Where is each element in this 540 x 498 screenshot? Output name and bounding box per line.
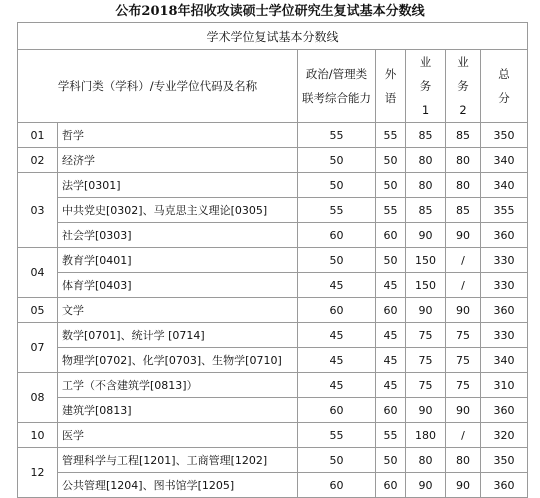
total-score: 360	[481, 223, 528, 248]
foreign-score: 60	[376, 223, 406, 248]
course2-score: /	[446, 248, 481, 273]
foreign-score: 45	[376, 373, 406, 398]
total-score: 320	[481, 423, 528, 448]
page-title: 公布2018年招收攻读硕士学位研究生复试基本分数线	[115, 4, 425, 19]
course1-score: 75	[406, 348, 446, 373]
total-score: 330	[481, 248, 528, 273]
foreign-score: 55	[376, 423, 406, 448]
course2-score: 75	[446, 373, 481, 398]
header-course2	[446, 50, 481, 123]
table-row	[18, 298, 528, 323]
table-row	[18, 473, 528, 498]
table-row	[18, 123, 528, 148]
politics-score: 60	[298, 473, 376, 498]
politics-score: 50	[298, 248, 376, 273]
course2-score: 80	[446, 148, 481, 173]
discipline-code: 08	[18, 373, 58, 423]
subject-name: 体育学[0403]	[58, 273, 298, 298]
foreign-score: 50	[376, 148, 406, 173]
course2-score: 75	[446, 323, 481, 348]
table-row	[18, 323, 528, 348]
politics-score: 55	[298, 198, 376, 223]
total-score: 360	[481, 398, 528, 423]
header-total	[481, 50, 528, 123]
course1-score: 75	[406, 323, 446, 348]
discipline-code: 02	[18, 148, 58, 173]
table-title: 学术学位复试基本分数线	[18, 23, 528, 50]
header-course2-line3: 2	[459, 103, 467, 117]
politics-score: 45	[298, 373, 376, 398]
politics-score: 55	[298, 123, 376, 148]
course1-score: 90	[406, 398, 446, 423]
header-politics-line1: 政治/管理类	[305, 67, 368, 81]
total-score: 340	[481, 173, 528, 198]
course2-score: 90	[446, 473, 481, 498]
header-foreign-line2: 语	[384, 91, 397, 105]
header-total-line1: 总	[498, 67, 510, 81]
table-row	[18, 223, 528, 248]
discipline-code: 07	[18, 323, 58, 373]
table-row	[18, 198, 528, 223]
discipline-code: 04	[18, 248, 58, 298]
total-score: 360	[481, 473, 528, 498]
politics-score: 50	[298, 173, 376, 198]
politics-score: 50	[298, 448, 376, 473]
table-row	[18, 423, 528, 448]
course2-score: 85	[446, 123, 481, 148]
total-score: 310	[481, 373, 528, 398]
course2-score: 90	[446, 223, 481, 248]
subject-name: 医学	[58, 423, 298, 448]
total-score: 350	[481, 448, 528, 473]
subject-name: 数学[0701]、统计学 [0714]	[58, 323, 298, 348]
course2-score: 85	[446, 198, 481, 223]
score-table-body	[18, 123, 528, 498]
table-row	[18, 398, 528, 423]
header-subject: 学科门类（学科）/专业学位代码及名称	[18, 50, 298, 123]
subject-name: 中共党史[0302]、马克思主义理论[0305]	[58, 198, 298, 223]
politics-score: 45	[298, 348, 376, 373]
course1-score: 90	[406, 473, 446, 498]
total-score: 330	[481, 323, 528, 348]
table-row	[18, 348, 528, 373]
header-course1-line3: 1	[421, 103, 430, 117]
subject-name: 物理学[0702]、化学[0703]、生物学[0710]	[58, 348, 298, 373]
politics-score: 50	[298, 148, 376, 173]
foreign-score: 50	[376, 173, 406, 198]
course1-score: 80	[406, 448, 446, 473]
course1-score: 150	[406, 248, 446, 273]
header-course2-line2: 务	[457, 79, 469, 93]
subject-name: 社会学[0303]	[58, 223, 298, 248]
subject-name: 建筑学[0813]	[58, 398, 298, 423]
politics-score: 60	[298, 223, 376, 248]
foreign-score: 60	[376, 398, 406, 423]
discipline-code: 12	[18, 448, 58, 498]
discipline-code: 10	[18, 423, 58, 448]
course1-score: 90	[406, 223, 446, 248]
total-score: 330	[481, 273, 528, 298]
politics-score: 45	[298, 273, 376, 298]
table-row	[18, 273, 528, 298]
total-score: 355	[481, 198, 528, 223]
course2-score: /	[446, 423, 481, 448]
header-politics	[298, 50, 376, 123]
course1-score: 150	[406, 273, 446, 298]
subject-name: 法学[0301]	[58, 173, 298, 198]
total-score: 340	[481, 148, 528, 173]
subject-name: 工学（不含建筑学[0813]）	[58, 373, 298, 398]
course1-score: 80	[406, 148, 446, 173]
course1-score: 75	[406, 373, 446, 398]
foreign-score: 50	[376, 448, 406, 473]
course1-score: 85	[406, 123, 446, 148]
header-total-line2: 分	[498, 91, 510, 105]
foreign-score: 45	[376, 323, 406, 348]
subject-name: 教育学[0401]	[58, 248, 298, 273]
discipline-code: 03	[18, 173, 58, 248]
subject-name: 公共管理[1204]、图书馆学[1205]	[58, 473, 298, 498]
discipline-code: 01	[18, 123, 58, 148]
discipline-code: 05	[18, 298, 58, 323]
subject-name: 文学	[58, 298, 298, 323]
header-course1-line2: 务	[419, 79, 432, 93]
course2-score: 80	[446, 173, 481, 198]
subject-name: 管理科学与工程[1201]、工商管理[1202]	[58, 448, 298, 473]
table-row	[18, 448, 528, 473]
foreign-score: 45	[376, 273, 406, 298]
course1-score: 85	[406, 198, 446, 223]
course2-score: 75	[446, 348, 481, 373]
total-score: 360	[481, 298, 528, 323]
header-course1-line1: 业	[419, 55, 432, 69]
course2-score: 90	[446, 298, 481, 323]
table-row	[18, 373, 528, 398]
foreign-score: 45	[376, 348, 406, 373]
course1-score: 80	[406, 173, 446, 198]
table-row	[18, 148, 528, 173]
foreign-score: 55	[376, 123, 406, 148]
politics-score: 55	[298, 423, 376, 448]
header-politics-line2: 联考综合能力	[302, 91, 371, 105]
foreign-score: 55	[376, 198, 406, 223]
header-course2-line1: 业	[457, 55, 469, 69]
foreign-score: 60	[376, 298, 406, 323]
course2-score: 90	[446, 398, 481, 423]
score-table	[17, 22, 528, 498]
subject-name: 经济学	[58, 148, 298, 173]
politics-score: 45	[298, 323, 376, 348]
politics-score: 60	[298, 298, 376, 323]
foreign-score: 60	[376, 473, 406, 498]
course2-score: /	[446, 273, 481, 298]
table-row	[18, 248, 528, 273]
foreign-score: 50	[376, 248, 406, 273]
course2-score: 80	[446, 448, 481, 473]
header-course1	[406, 50, 446, 123]
course1-score: 90	[406, 298, 446, 323]
subject-name: 哲学	[58, 123, 298, 148]
header-foreign	[376, 50, 406, 123]
total-score: 340	[481, 348, 528, 373]
header-foreign-line1: 外	[384, 67, 397, 81]
politics-score: 60	[298, 398, 376, 423]
table-row	[18, 173, 528, 198]
total-score: 350	[481, 123, 528, 148]
course1-score: 180	[406, 423, 446, 448]
